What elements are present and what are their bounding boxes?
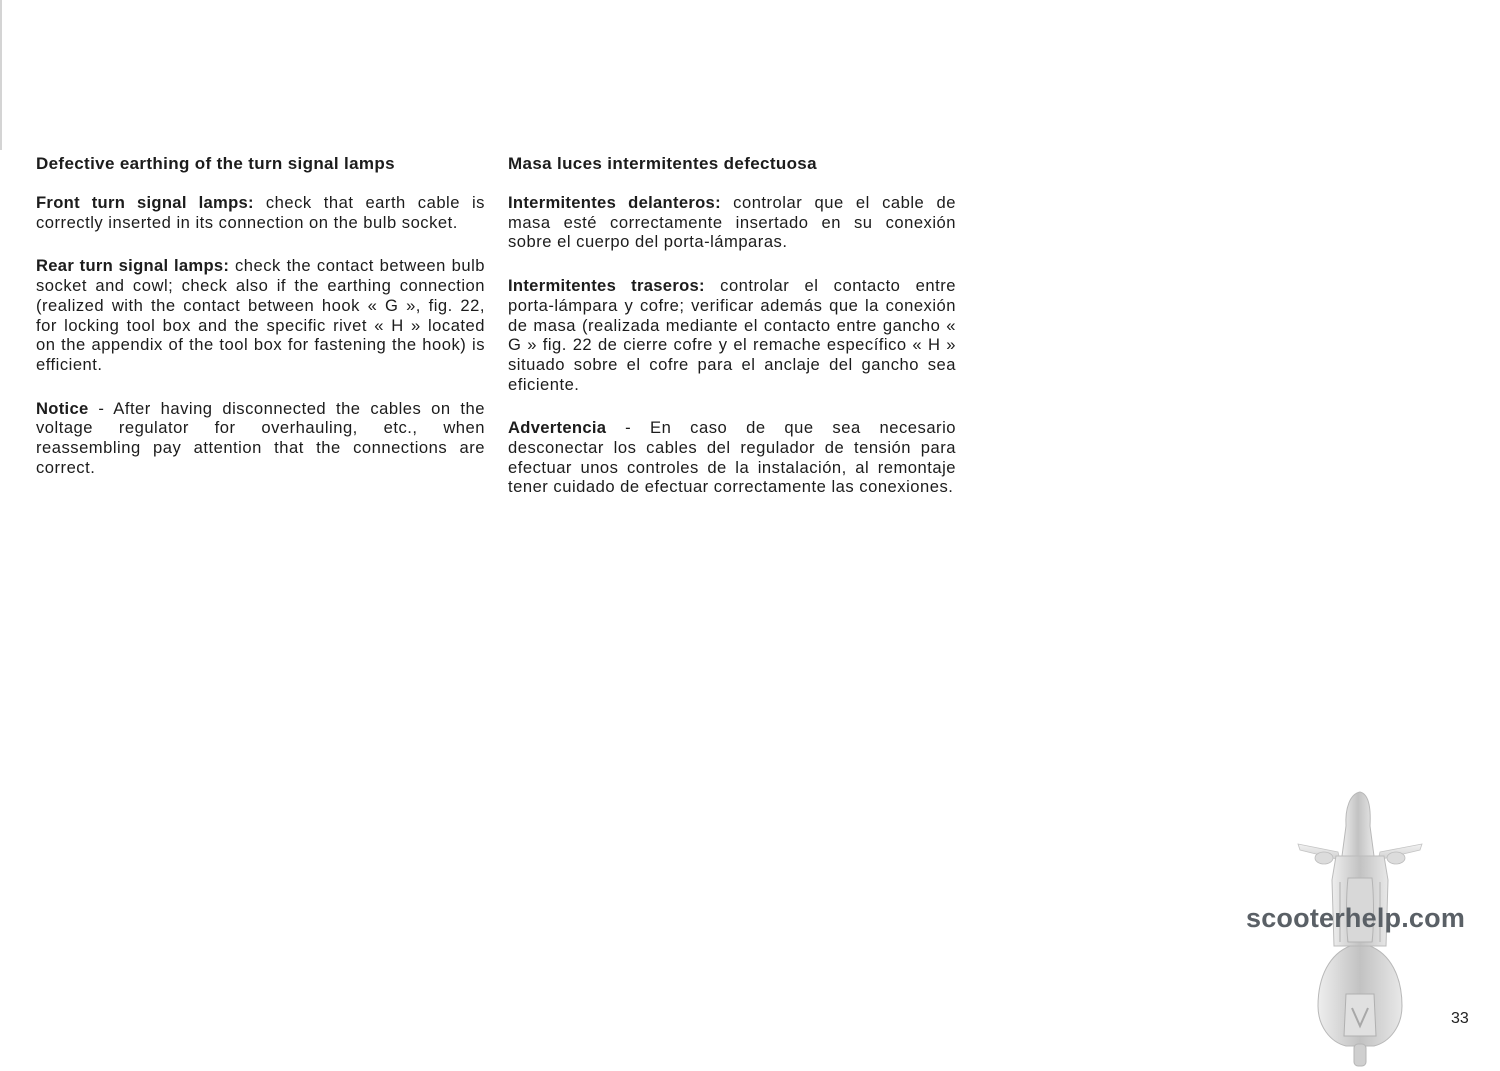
- spanish-notice-label: Advertencia: [508, 418, 607, 438]
- spanish-title: Masa luces intermitentes defectuosa: [508, 154, 817, 173]
- spanish-notice-paragraph: [508, 418, 956, 497]
- watermark: scooterhelp.com: [1246, 903, 1466, 933]
- page-number: 33: [1451, 1010, 1469, 1027]
- spanish-rear-lamps-paragraph: [508, 276, 956, 394]
- english-title: Defective earthing of the turn signal lamps: [36, 154, 395, 173]
- spanish-front-lamps-label: Intermitentes delanteros:: [508, 193, 721, 212]
- english-front-lamps-label: Front turn signal lamps:: [36, 193, 254, 212]
- spanish-front-lamps-text: controlar que el cable de masa esté correctamente insertado en su conexión sobre el cuerpo del porta-lámparas.: [508, 193, 957, 252]
- english-rear-lamps-text: check the contact between bulb socket and cowl; check also if the earthing connection (realized with the contact between hook « G », fig. 22, for locking tool box and the specific rivet « H » located on the appendix of the tool box for fastening the hook) is efficient.: [36, 256, 485, 374]
- english-front-lamps-text: check that earth cable is correctly inserted in its connection on the bulb socket.: [36, 193, 485, 232]
- english-notice-text: - After having disconnected the cables on the voltage regulator for overhauling, etc., when reassembling pay attention that the connections are correct.: [36, 398, 485, 477]
- english-column: [36, 152, 485, 501]
- spanish-column: [508, 152, 956, 521]
- spanish-rear-lamps-text: controlar el contacto entre porta-lámpara y cofre; verificar además que la conexión de masa (realizada mediante el contacto entre gancho « G » fig. 22 de cierre cofre y el remache específico « H » situado sobre el cofre para el anclaje del gancho sea eficiente.: [508, 276, 956, 394]
- english-front-lamps-paragraph: [36, 193, 485, 232]
- spanish-notice-text: - En caso de que sea necesario desconectar los cables del regulador de tensión para efectuar unos controles de la instalación, al remontaje tener cuidado de efectuar correctamente las conexiones.: [508, 418, 956, 497]
- english-notice-label: Notice: [36, 398, 89, 418]
- english-notice-paragraph: [36, 399, 485, 478]
- english-rear-lamps-label: Rear turn signal lamps:: [36, 256, 230, 276]
- english-rear-lamps-paragraph: [36, 256, 485, 374]
- page-edge-line: [0, 0, 2, 150]
- spanish-front-lamps-paragraph: [508, 193, 956, 252]
- spanish-rear-lamps-label: Intermitentes traseros:: [508, 276, 705, 296]
